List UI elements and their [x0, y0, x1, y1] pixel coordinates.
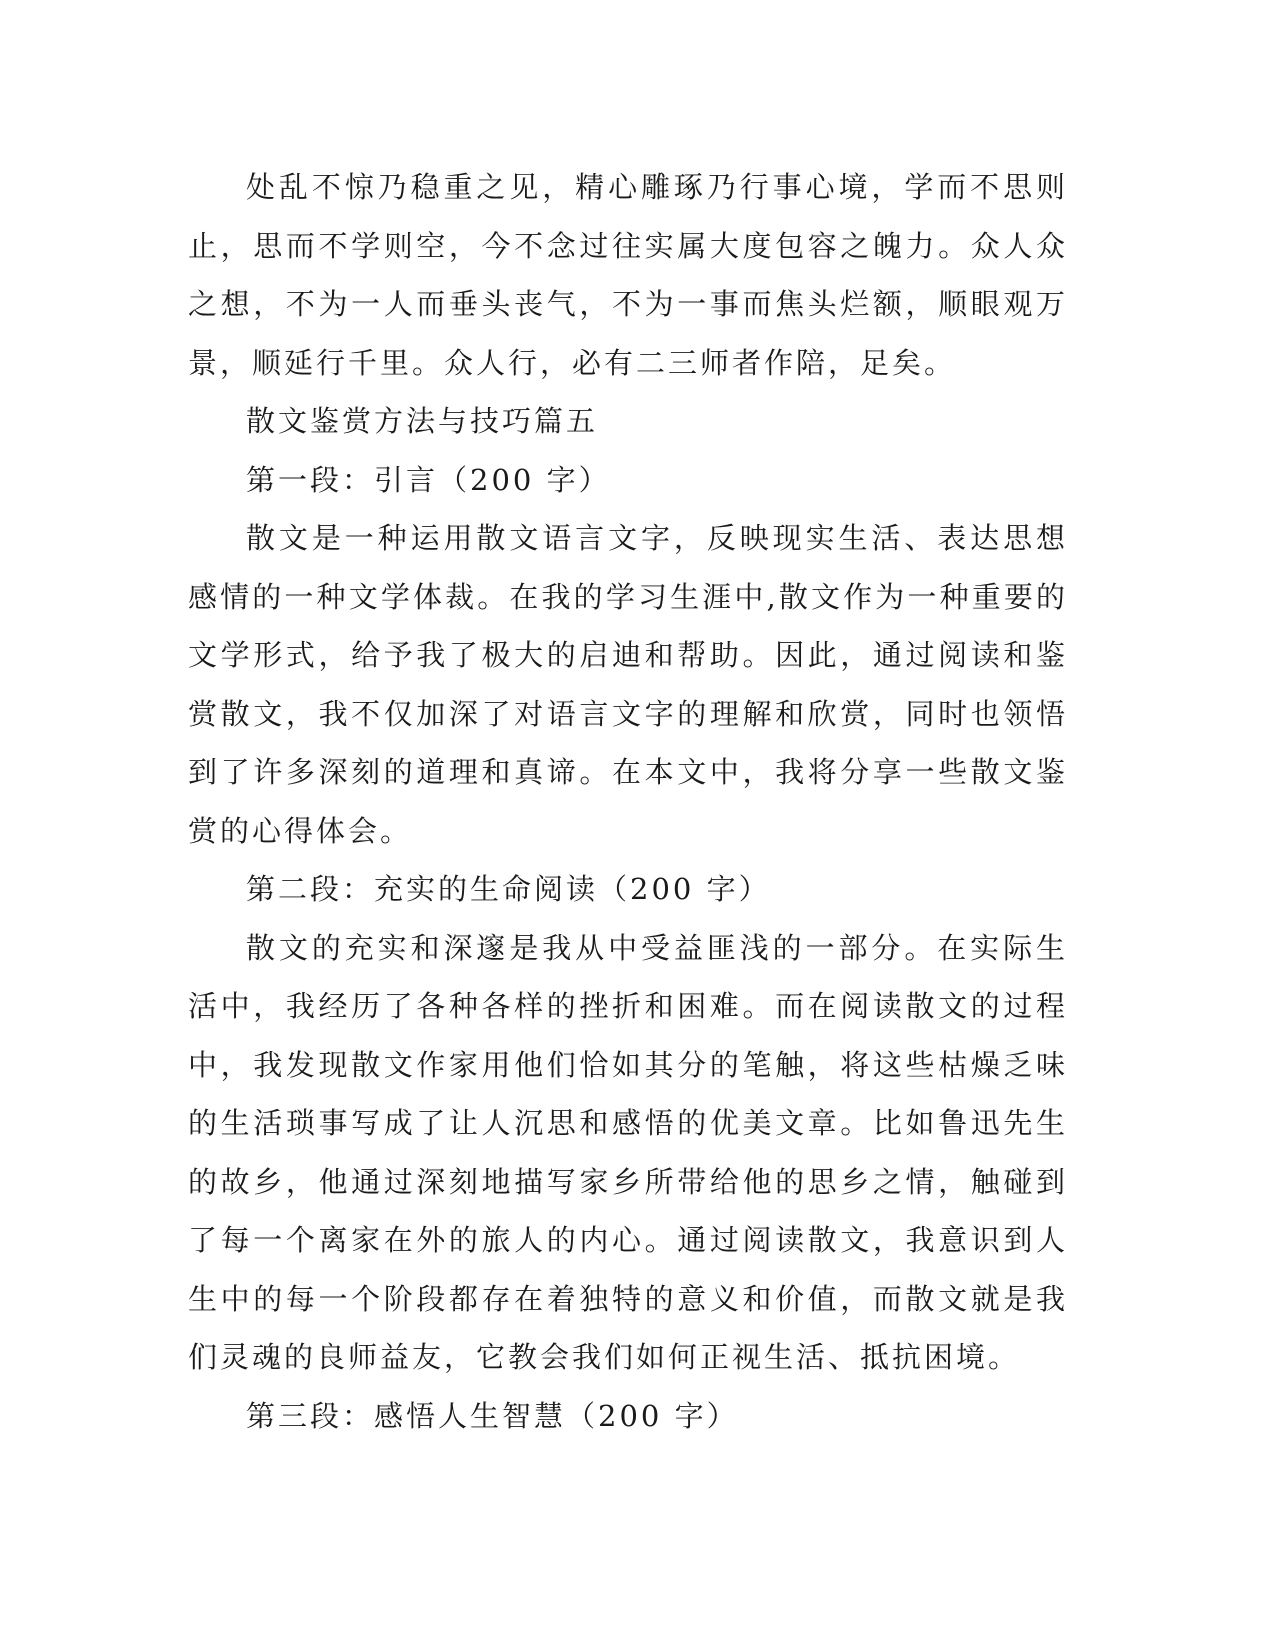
- section-title: 散文鉴赏方法与技巧篇五: [246, 404, 599, 438]
- section-heading-3: 第三段：感悟人生智慧（200 字）: [246, 1398, 739, 1433]
- section-heading-2: 第二段：充实的生命阅读（200 字）: [246, 872, 771, 906]
- paragraph-introduction: 散文是一种运用散文语言文字，反映现实生活、表达思想感情的一种文学体裁。在我的学习生涯中,散文作为一种重要的文学形式，给予我了极大的启迪和帮助。因此，通过阅读和鉴赏散文，我不仅加深了对语言文字的理解和欣赏，同时也领悟到了许多深刻的道理和真谛。在本文中，我将分享一些散文鉴赏的心得体会。: [188, 521, 1068, 848]
- section-heading-1: 第一段：引言（200 字）: [246, 462, 611, 497]
- paragraph-life-reading: 散文的充实和深邃是我从中受益匪浅的一部分。在实际生活中，我经历了各种各样的挫折和困难。而在阅读散文的过程中，我发现散文作家用他们恰如其分的笔触，将这些枯燥乏味的生活琐事写成了让人沉思和感悟的优美文章。比如鲁迅先生的故乡，他通过深刻地描写家乡所带给他的思乡之情，触碰到了每一个离家在外的旅人的内心。通过阅读散文，我意识到人生中的每一个阶段都存在着独特的意义和价值，而散文就是我们灵魂的良师益友，它教会我们如何正视生活、抵抗困境。: [188, 930, 1068, 1374]
- paragraph-opening: 处乱不惊乃稳重之见，精心雕琢乃行事心境，学而不思则止，思而不学则空，今不念过往实属大度包容之魄力。众人众之想，不为一人而垂头丧气，不为一事而焦头烂额，顺眼观万景，顺延行千里。众人行，必有二三师者作陪，足矣。: [188, 170, 1068, 380]
- document-body: [188, 158, 1068, 1445]
